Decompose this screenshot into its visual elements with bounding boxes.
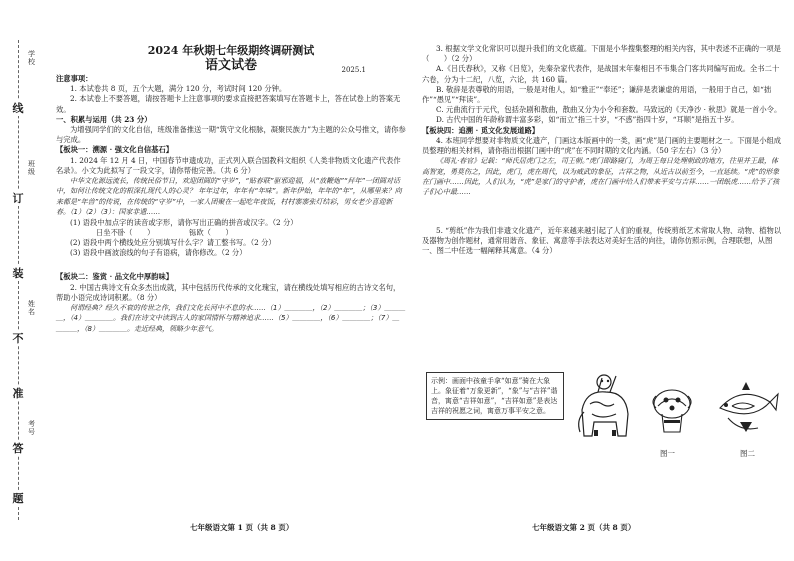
question-5: 5. “剪纸”作为我们非遗文化遗产，近年来越来越引起了人们的重视，传统剪纸艺术常取人物、动物、植物以及器物为创作题材，通常用谐音、象征、寓意等手法表达对美好生活的向往，请你仿照示例，合理联想，从图一、图二中任选一幅阐释其寓意。（4 分） <box>422 225 782 256</box>
papercut-figure-2 <box>712 378 782 444</box>
field-id: 考号 <box>28 420 35 436</box>
seal-char: 线 <box>10 100 26 116</box>
page-footer: 七年级语文第 2 页（共 8 页） <box>532 523 636 532</box>
left-content <box>56 44 406 334</box>
note-item: 2. 本试卷上不要答题，请按答题卡上注意事项的要求直接把答案填写在答题卡上，答在试卷上的答案无效。 <box>56 94 401 114</box>
passage-1: 中华文化源远流长，传统民俗节日，欢迎团圆的“守岁”，“贴春联”驱邪迎福，从“放鞭炮”“拜年”一团圆对话中，如何让传统文化的根深扎现代人的心灵？ 年年过年，年年有“年味”。新年伊始，年年的“年”，从哪里来？向来都是“年兽”的传说，在传统的“守岁”中，一家人团聚在一起吃年夜饭，村村寨寨张灯结彩，男女老少喜迎新春。（1）（2）（3）：国家非遗…… <box>56 177 402 217</box>
seal-char: 准 <box>10 385 26 401</box>
q3-option: B. 敬辞是表尊敬的用语，一般是对他人，如“雅正”“奉还”；谦辞是表谦虚的用语，一般用于自己，如“拙作”“愚见”“拜读”。 <box>422 84 772 105</box>
exam-subtitle: 语文试卷 2025.1 <box>56 58 406 74</box>
section-heading: 一、积累与运用（共 23 分） <box>56 114 152 124</box>
seal-line <box>6 40 35 520</box>
q1-blanks: 日坐不卧（ ） 铄欧（ ） <box>96 227 233 237</box>
q1-sub1: (1) 语段中加点字的读音或字形，请你写出正确的拼音或汉字。（2 分） <box>70 217 298 227</box>
example-box <box>426 372 564 420</box>
field-class: 班级 <box>28 160 35 176</box>
q3-option: A.《吕氏春秋》，又称《吕览》，先秦杂家代表作，是战国末年秦相吕不韦集合门客共同编写而成。全书二十六卷，分为十二纪，八览，六论，共 160 篇。 <box>422 64 780 84</box>
passage-4: 《周礼·春官》记载：“师氏居虎门之左，司王朝。”虎门即路寝门，为周王每日处理朝政的地方，往里并王最，体高智宽，勇莫伤之，因此，虎门，虎在周代，以为威武的象征，吉祥之物，从近古以前至今，一直延续。“虎”的形象在门画中……因此，人们认为，“虎”是家门的守护者，虎在门画中给人们带来平安与吉祥……一团纸虎……给予了孩子们心中最…… <box>422 157 780 197</box>
field-school: 学校 <box>28 50 35 66</box>
right-content <box>422 44 784 256</box>
example-text: 示例：画面中孩童手拿“如意”骑在大象上。象征着“万象更新”，“象”与“吉祥”谐音，寓意“吉祥如意”，“吉祥如意”是表达吉祥的祝愿之词，寓意万事平安之意。 <box>431 377 558 415</box>
page-footer: 七年级语文第 1 页（共 8 页） <box>190 523 294 532</box>
question-1: 1. 2024 年 12 月 4 日，中国春节申遗成功，正式列入联合国教科文组织《人类非物质文化遗产代表作名录》。小文为此拟写了一段文字，请你帮他完善。（共 6 分） <box>56 155 401 175</box>
question-2: 2. 中国古典诗文有众多杰出成就，其中包括历代传承的文化瑰宝，请在横线处填写相应的古诗文名句，帮助小语完成诗词积累。（8 分） <box>56 282 401 302</box>
note-item: 1. 本试卷共 8 页，五个大题，满分 120 分，考试时间 120 分钟。 <box>70 84 287 94</box>
notes-heading: 注意事项： <box>56 74 93 83</box>
figure-2-label: 图二 <box>740 449 755 458</box>
papercut-figure-1 <box>644 384 700 444</box>
elephant-papercut-image <box>572 370 634 448</box>
q3-option: D. 古代中国的年龄称谓丰富多彩，如“而立”指三十岁，“不惑”指四十岁，“耳顺”是指五十岁。 <box>436 115 739 125</box>
field-name: 姓名 <box>28 300 35 316</box>
q3-option: C. 元曲流行于元代，包括杂剧和散曲，散曲又分为小令和套数。马致远的《天净沙 · 秋思》就是一首小令。 <box>436 105 782 115</box>
intro-text: 为增强同学们的文化自信，班级准备推送一期“筑守文化根脉，凝聚民族力”为主题的公众号推文，请你参与完成。 <box>56 125 406 145</box>
module-heading: 【板块二：鉴赏 · 品文化中厚韵味】 <box>56 272 174 282</box>
right-page <box>412 0 794 561</box>
module-heading: 【板块四：追溯 · 觅文化发展道路】 <box>422 125 540 135</box>
q1-sub2: (2) 语段中两个横线处应分别填写什么字？请工整书写。（2 分） <box>70 238 276 248</box>
exam-title: 2024 年秋期七年级期终调研测试 <box>147 44 315 57</box>
seal-char: 答 <box>10 440 26 456</box>
q1-sub3: (3) 语段中画波浪线的句子有语病，请你修改。（2 分） <box>70 248 247 258</box>
seal-char: 题 <box>10 490 26 506</box>
seal-char: 订 <box>10 190 26 206</box>
question-4: 4. 本班同学想要对非物质文化遗产，门画这本版画中的一类，画“虎”是门画的主要题材之一。下面是小组成员整理的相关材料，请你指出根据门画中的“虎”在不同时期的文化内涵。（50 字左右）（3 分） <box>422 135 782 156</box>
question-3: 3. 根据文学文化常识可以提升我们的文化底蕴。下面是小华搜集整理的相关内容，其中表述不正确的一项是（ ）（2 分） <box>422 44 781 64</box>
seal-char: 不 <box>10 330 26 346</box>
module-heading: 【板块一：溯源 · 强文化自信基石】 <box>56 145 174 155</box>
figure-1-label: 图一 <box>660 449 675 458</box>
exam-date: 2025.1 <box>341 66 366 74</box>
seal-char: 装 <box>10 265 26 281</box>
passage-2: 何谓经典？经久不衰的传世之作，我们文化长河中不息的水……（1）＿＿＿＿，（2）＿＿＿＿；（3）＿＿＿＿，（4）＿＿＿＿。我们在诗文中读到古人的家国情怀与精神追求……（5）＿＿＿＿，（6）＿＿＿＿；（7）＿＿＿＿，（8）＿＿＿＿。走近经典，领略少年意气。 <box>56 304 406 333</box>
